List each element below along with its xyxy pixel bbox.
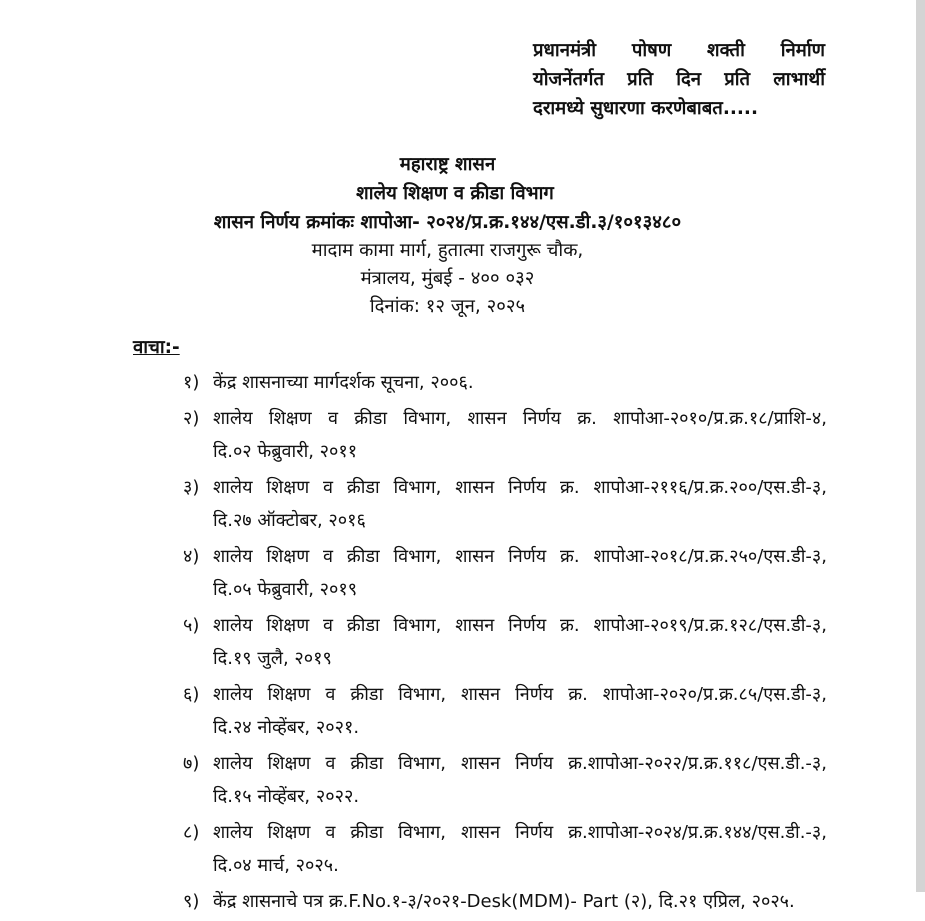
item-number: ९)	[183, 891, 200, 912]
item-line-1: शालेय शिक्षण व क्रीडा विभाग, शासन निर्णय क्र. शापोआ-२११६/प्र.क्र.२००/एस.डी-३,	[213, 477, 827, 498]
item-number: २)	[183, 408, 200, 429]
list-item	[183, 816, 827, 882]
read-heading: वाचा:-	[133, 337, 180, 358]
list-item	[183, 540, 827, 606]
item-line-2: दि.१९ जुलै, २०१९	[213, 648, 332, 669]
reference-list	[183, 366, 827, 921]
item-line-1: केंद्र शासनाच्या मार्गदर्शक सूचना, २००६.	[213, 372, 474, 393]
item-line-2: दि.१५ नोव्हेंबर, २०२२.	[213, 786, 360, 807]
item-number: ६)	[183, 684, 200, 705]
list-item	[183, 402, 827, 468]
item-line-1: शालेय शिक्षण व क्रीडा विभाग, शासन निर्णय क्र. शापोआ-२०१०/प्र.क्र.१८/प्राशि-४,	[213, 408, 827, 429]
government-title: महाराष्ट्र शासन	[399, 154, 496, 175]
item-number: १)	[183, 372, 200, 393]
list-item	[183, 366, 827, 399]
item-line-1: शालेय शिक्षण व क्रीडा विभाग, शासन निर्णय क्र. शापोआ-२०१८/प्र.क्र.२५०/एस.डी-३,	[213, 546, 827, 567]
list-item	[183, 678, 827, 744]
list-item	[183, 885, 827, 918]
item-line-1: केंद्र शासनाचे पत्र क्र.F.No.१-३/२०२१-Desk(MDM)- Part (२), दि.२१ एप्रिल, २०२५.	[213, 891, 795, 912]
item-number: ४)	[183, 546, 200, 567]
item-number: ७)	[183, 753, 200, 774]
item-line-2: दि.२७ ऑक्टोबर, २०१६	[213, 510, 366, 531]
item-line-2: दि.२४ नोव्हेंबर, २०२१.	[213, 717, 360, 738]
page-edge-shadow	[916, 0, 925, 892]
item-line-2: दि.०२ फेब्रुवारी, २०११	[213, 441, 358, 462]
document-header	[0, 150, 925, 321]
item-line-1: शालेय शिक्षण व क्रीडा विभाग, शासन निर्णय क्र.शापोआ-२०२२/प्र.क्र.११८/एस.डी.-३,	[213, 753, 827, 774]
list-item	[183, 471, 827, 537]
item-line-1: शालेय शिक्षण व क्रीडा विभाग, शासन निर्णय क्र. शापोआ-२०२०/प्र.क्र.८५/एस.डी-३,	[213, 684, 827, 705]
gr-number: शासन निर्णय क्रमांकः शापोआ- २०२४/प्र.क्र.१४४/एस.डी.३/१०१३४८०	[213, 212, 682, 233]
list-item	[183, 747, 827, 813]
document-date: दिनांक: १२ जून, २०२५	[369, 296, 526, 317]
item-number: ३)	[183, 477, 200, 498]
item-line-1: शालेय शिक्षण व क्रीडा विभाग, शासन निर्णय क्र.शापोआ-२०२४/प्र.क्र.१४४/एस.डी.-३,	[213, 822, 827, 843]
subject-line-1: प्रधानमंत्री पोषण शक्ती निर्माण	[533, 40, 825, 61]
item-line-2: दि.०४ मार्च, २०२५.	[213, 855, 339, 876]
subject-block	[533, 36, 825, 123]
item-number: ५)	[183, 615, 200, 636]
item-line-2: दि.०५ फेब्रुवारी, २०१९	[213, 579, 358, 600]
list-item	[183, 609, 827, 675]
item-number: ८)	[183, 822, 200, 843]
department-title: शालेय शिक्षण व क्रीडा विभाग	[356, 183, 554, 204]
address-line-1: मादाम कामा मार्ग, हुतात्मा राजगुरू चौक,	[311, 240, 584, 261]
address-line-2: मंत्रालय, मुंबई - ४०० ०३२	[360, 268, 535, 289]
item-line-1: शालेय शिक्षण व क्रीडा विभाग, शासन निर्णय क्र. शापोआ-२०१९/प्र.क्र.१२८/एस.डी-३,	[213, 615, 827, 636]
subject-line-3: दरामध्ये सुधारणा करणेबाबत.....	[533, 98, 758, 119]
subject-line-2: योजनेंतर्गत प्रति दिन प्रति लाभार्थी	[533, 69, 825, 90]
